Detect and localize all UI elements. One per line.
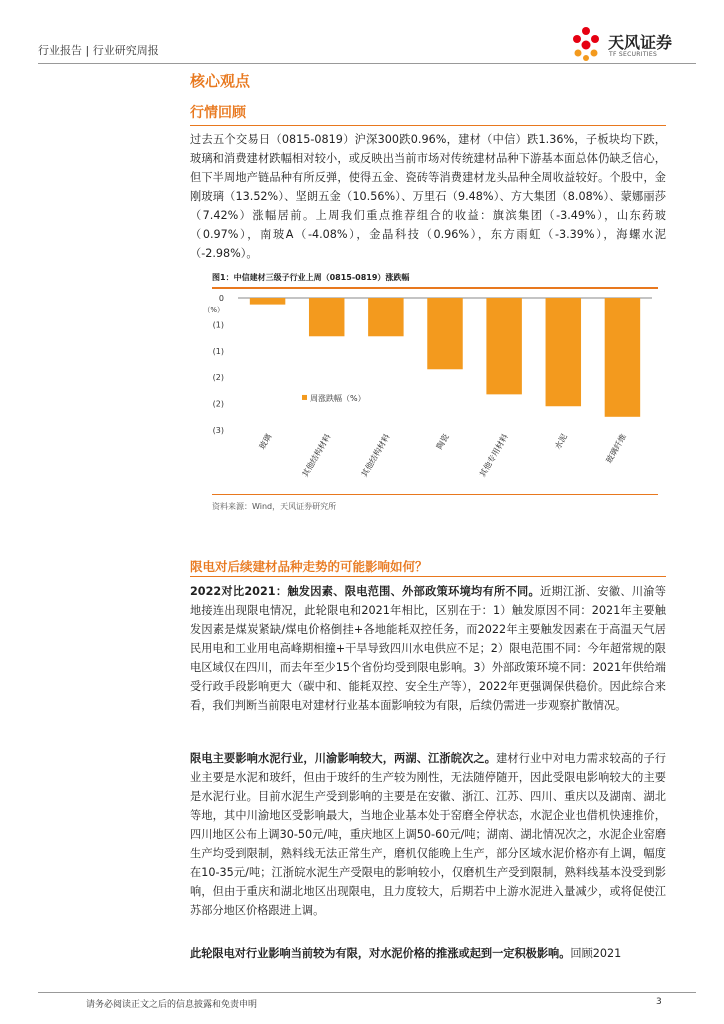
chart-bars	[250, 298, 640, 417]
chart-legend	[302, 393, 366, 403]
bar	[368, 298, 403, 336]
bar	[486, 298, 521, 394]
y-tick-label: (1)	[212, 346, 224, 356]
comparison-body: 近期江浙、安徽、川渝等地接连出现限电情况，此轮限电和2021年相比，区别在于：1）触发原因不同：2021年主要触发因素是煤炭紧缺/煤电价格倒挂+各地能耗双控任务，而2022年主要触发因素在于高温天气居民用电和工业用电高峰期相撞+干旱导致四川水电供应不足；2）限电范围不同：今年超常规的限电区域仅在四川，而去年至少15个省份均受到限电影响。3）外部政策环境不同：2021年供给端受行政手段影响更大（碳中和、能耗双控、安全生产等），2022年更强调保供稳价。因此综合来看，我们判断当前限电对建材行业基本面影响较为有限，后续仍需进一步观察扩散情况。	[190, 585, 666, 712]
x-tick-label: 其他结构材料	[300, 432, 333, 479]
logo-text-cn: 天风证券	[608, 33, 673, 52]
cement-impact-lead: 限电主要影响水泥行业，川渝影响较大，两湖、江浙皖次之。	[190, 752, 497, 765]
logo-text-en: TF SECURITIES	[609, 51, 658, 58]
figure-title: 图1：中信建材三级子行业上周（0815-0819）涨跌幅	[212, 273, 410, 282]
cement-impact-body: 建材行业中对电力需求较高的子行业主要是水泥和玻纤，但由于玻纤的生产较为刚性，无法随停随开，因此受限电影响较大的主要是水泥行业。目前水泥生产受到影响的主要是在安徽、浙江、江苏、四川、重庆以及湖南、湖北等地，其中川渝地区受影响最大，当地企业基本处于窑磨全停状态，水泥企业也借机快速推价，四川地区公布上调30-50元/吨，重庆地区上调50-60元/吨；湖南、湖北情况次之，水泥企业窑磨生产均受到限制，熟料线无法正常生产，磨机仅能晚上生产，部分区域水泥价格亦有上调，幅度在10-35元/吨；江浙皖水泥生产受限电的影响较小，仅磨机生产受到限制，熟料线基本没受到影响，但由于重庆和湖北地区出现限电，且力度较大，后期若中上游水泥进入量减少，或将促使江苏部分地区价格跟进上调。	[190, 752, 666, 917]
legend-swatch	[302, 395, 307, 400]
section-title: 核心观点	[190, 72, 251, 90]
x-tick-label: 水泥	[553, 432, 570, 451]
figure-source: 资料来源：Wind，天风证券研究所	[212, 502, 337, 511]
figure-bottom-rule	[212, 494, 658, 495]
x-tick-label: 其他专用材料	[478, 432, 510, 479]
y-tick-label: (3)	[212, 426, 224, 435]
footer-disclaimer: 请务必阅读正文之后的信息披露和免责申明	[86, 1000, 258, 1010]
cement-impact-paragraph	[190, 749, 666, 920]
bar	[309, 298, 344, 336]
power-rationing-heading: 限电对后续建材品种走势的可能影响如何？	[190, 559, 428, 574]
outlook-body: 回顾2021	[570, 947, 622, 960]
y-tick-label: (2)	[212, 373, 224, 383]
header-divider	[38, 63, 696, 64]
comparison-lead: 2022对比2021：触发因素、限电范围、外部政策环境均有所不同。	[190, 585, 540, 598]
bar	[546, 298, 581, 406]
chart-x-labels	[257, 432, 629, 479]
market-review-paragraph: 过去五个交易日（0815-0819）沪深300跌0.96%，建材（中信）跌1.36%，子板块均下跌，玻璃和消费建材跌幅相对较小，或反映出当前市场对传统建材品种下游基本面总体仍缺乏信心，但下半周地产链品种有所反弹，使得五金、瓷砖等消费建材龙头品种全周收益较好。个股中，金刚玻璃（13.52%）、坚朗五金（10.56%）、万里石（9.48%）、方大集团（8.08%）、蒙娜丽莎（7.42%）涨幅居前。上周我们重点推荐组合的收益：旗滨集团（-3.49%），山东药玻（0.97%），南玻A（-4.08%），金晶科技（0.96%），东方雨虹（-3.39%），海螺水泥（-2.98%）。	[190, 133, 666, 260]
y-tick-label: 0	[218, 294, 224, 303]
report-type-header: 行业报告 | 行业研究周报	[38, 44, 159, 57]
y-tick-label: (2)	[212, 399, 224, 409]
figure-top-rule	[212, 287, 658, 289]
chart-y-labels	[203, 294, 224, 435]
footer-divider	[38, 992, 696, 993]
subtitle-underline	[190, 125, 666, 126]
bar	[250, 298, 285, 305]
outlook-lead: 此轮限电对行业影响当前较为有限，对水泥价格的推涨或起到一定积极影响。	[190, 947, 571, 960]
y-tick-label: (1)	[212, 320, 224, 330]
page-number: 3	[656, 997, 662, 1007]
x-tick-label: 其他结构材料	[359, 432, 392, 479]
legend-label: 周涨跌幅（%）	[310, 393, 366, 403]
x-tick-label: 玻璃纤维	[604, 432, 629, 465]
bar	[605, 298, 640, 417]
tf-logo-icon	[568, 24, 604, 64]
bar	[427, 298, 462, 369]
y-unit-label: （%）	[203, 306, 224, 314]
outlook-paragraph	[190, 944, 666, 963]
x-tick-label: 陶瓷	[434, 432, 451, 451]
subsector-return-chart	[203, 290, 658, 490]
section-subtitle: 行情回顾	[190, 105, 246, 121]
comparison-paragraph	[190, 582, 666, 715]
company-logo	[568, 24, 698, 64]
x-tick-label: 玻璃	[257, 432, 274, 451]
heading-underline	[190, 576, 666, 577]
